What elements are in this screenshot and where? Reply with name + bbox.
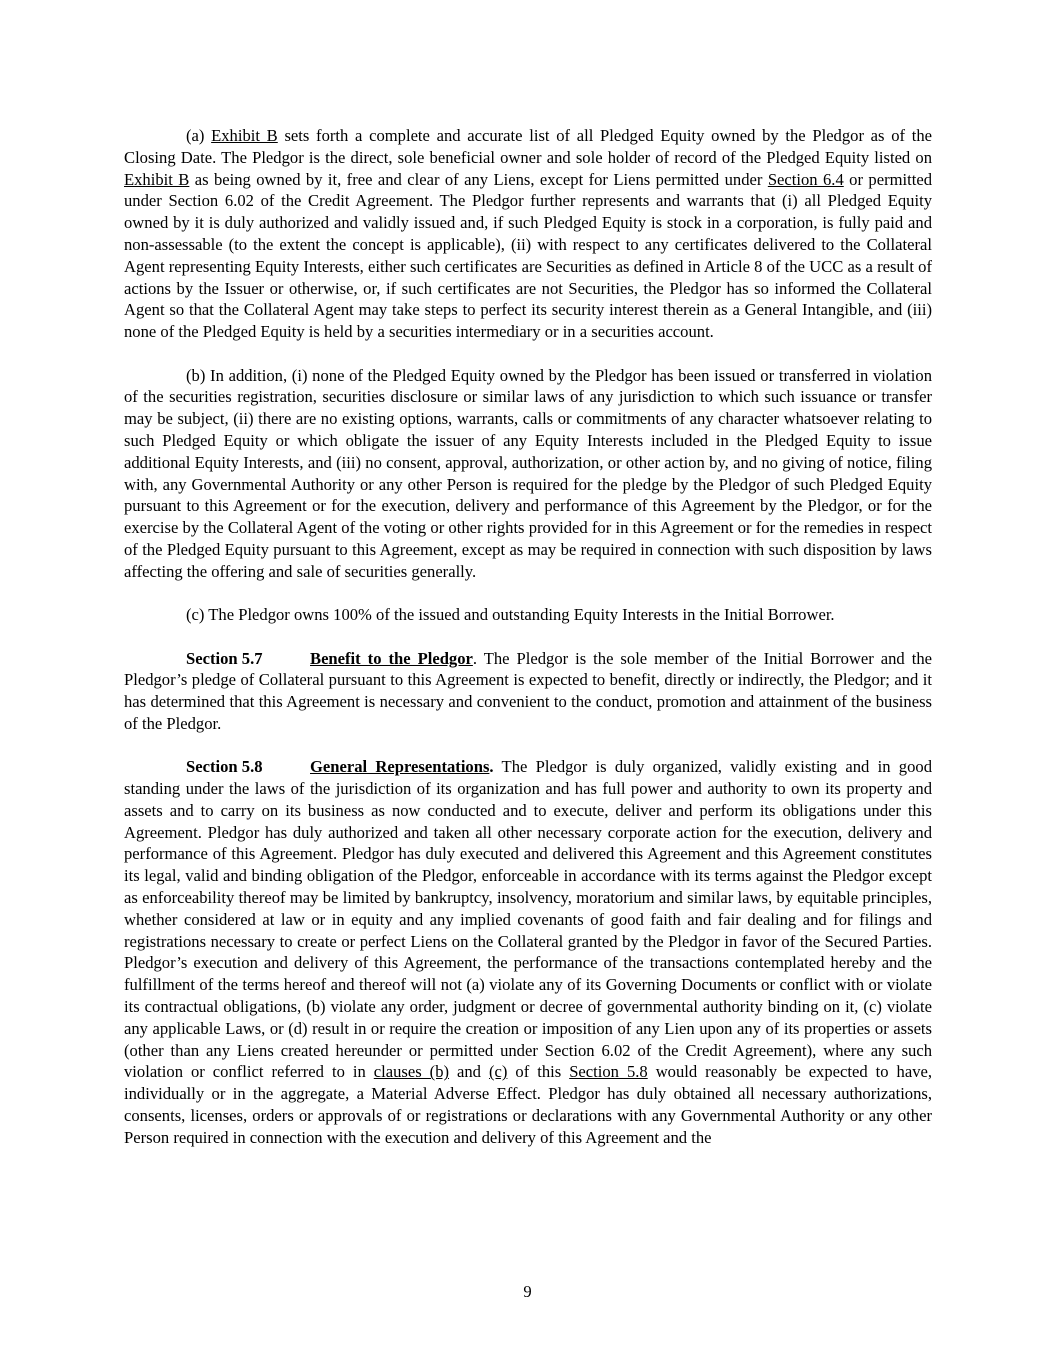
section-text-2: and [449, 1062, 489, 1082]
paragraph-b: (b) In addition, (i) none of the Pledged Equity owned by the Pledgor has been issued or transferred in violation of the securities registration, securities disclosure or similar laws of any jurisdiction to which such issuance or transfer may be subject, (ii) there are no existing options, warrants, calls or commitments of any character whatsoever relating to such Pledged Equity or which obligate the issuer of any Equity Interests included in the Pledged Equity to issue additional Equity Interests, and (iii) no consent, approval, authorization, or other action by, and no giving of notice, filing with, any Governmental Authority or any other Person is required for the pledge by the Pledgor of such Pledged Equity pursuant to this Agreement or for the execution, delivery and performance of this Agreement by the Pledgor, or for the exercise by the Collateral Agent of the voting or other rights provided for in this Agreement or for the remedies in respect of the Pledged Equity pursuant to this Agreement, except as may be required in connection with such disposition by laws affecting the offering and sale of securities generally. [124, 365, 932, 581]
paragraph-c: (c) The Pledgor owns 100% of the issued and outstanding Equity Interests in the Initial Borrower. [186, 605, 835, 625]
section-5-8 [124, 756, 932, 1148]
document-body [124, 125, 932, 1170]
section-text-3: of this [507, 1062, 570, 1082]
section-text: The Pledgor is the sole member of the Initial Borrower and the Pledgor’s pledge of Collateral pursuant to this Agreement is expected to benefit, directly or indirectly, the Pledgor; and it has determined that this Agreement is necessary and convenient to the conduct, promotion and attainment of the business of the Pledgor. [124, 648, 932, 733]
section-text-1: The Pledgor is duly organized, validly existing and in good standing under the laws of the jurisdiction of its organization and has full power and authority to own its property and assets and to carry on its business as now conducted and to execute, deliver and perform its obligations under this Agreement. Pledgor has duly authorized and taken all other necessary corporate action for the execution, delivery and performance of this Agreement. Pledgor has duly executed and delivered this Agreement and this Agreement constitutes its legal, valid and binding obligation of the Pledgor, enforceable in accordance with its terms against the Pledgor except as enforceability thereof may be limited by bankruptcy, insolvency, moratorium and similar laws, by equitable principles, whether considered at law or in equity and any implied covenants of good faith and fair dealing and for filings and registrations necessary to create or perfect Liens on the Collateral granted by the Pledgor in favor of the Secured Parties. Pledgor’s execution and delivery of this Agreement, the performance of the transactions contemplated hereby and the fulfillment of the terms hereof and thereof will not (a) violate any of its Governing Documents or conflict with or violate its contractual obligations, (b) violate any order, judgment or decree of governmental authority binding on it, (c) violate any applicable Laws, or (d) result in or require the creation or imposition of any Lien upon any of its properties or assets (other than any Liens created hereunder or permitted under Section 6.02 of the Credit Agreement), where any such violation or conflict referred to in [124, 757, 932, 1082]
section-title: Benefit to the Pledgor [310, 648, 473, 668]
section-title-punct: . [489, 757, 494, 777]
paragraph-a [124, 125, 932, 343]
section-number: Section 5.8 [186, 757, 263, 777]
clauses-b-reference: clauses (b) [373, 1062, 450, 1082]
para-a-lead: (a) [186, 126, 212, 145]
section-6-4-reference: Section 6.4 [767, 169, 844, 189]
section-title: General Representations [310, 757, 490, 777]
exhibit-b-reference: Exhibit B [124, 169, 190, 189]
section-title-punct: . [472, 648, 478, 668]
para-a-text-1: sets forth a complete and accurate list of all Pledged Equity owned by the Pledgor as of the Closing Date. The Pledgor is the direct, sole beneficial owner and sole holder of record of the Pledged Equity listed on [124, 126, 933, 167]
section-number: Section 5.7 [186, 648, 263, 668]
para-a-text-3: or permitted under Section 6.02 of the Credit Agreement. The Pledgor further represents and warrants that (i) all Pledged Equity owned by it is duly authorized and validly issued and, if such Pledged Equity is stock in a corporation, is fully paid and non-assessable (to the extent the concept is applicable), (ii) with respect to any certificates delivered to the Collateral Agent representing Equity Interests, either such certificates are Securities as defined in Article 8 of the UCC as a result of actions by the Issuer or otherwise, or, if such certificates are not Securities, the Pledgor has so informed the Collateral Agent so that the Collateral Agent may take steps to perfect its security interest therein as a General Intangible, and (iii) none of the Pledged Equity is held by a securities intermediary or in a securities account. [124, 169, 932, 342]
section-text-4: would reasonably be expected to have, individually or in the aggregate, a Material Adverse Effect. Pledgor has duly obtained all necessary authorizations, consents, licenses, orders or approvals of or registrations or declarations with any Governmental Authority or any other Person required in connection with the execution and delivery of this Agreement and the [124, 1062, 933, 1147]
para-a-text-2: as being owned by it, free and clear of any Liens, except for Liens permitted under [189, 169, 768, 189]
exhibit-b-reference: Exhibit B [211, 126, 278, 145]
section-5-7 [124, 648, 932, 735]
page-number: 9 [523, 1282, 532, 1301]
section-5-8-reference: Section 5.8 [569, 1062, 648, 1082]
clause-c-reference: (c) [488, 1062, 508, 1082]
